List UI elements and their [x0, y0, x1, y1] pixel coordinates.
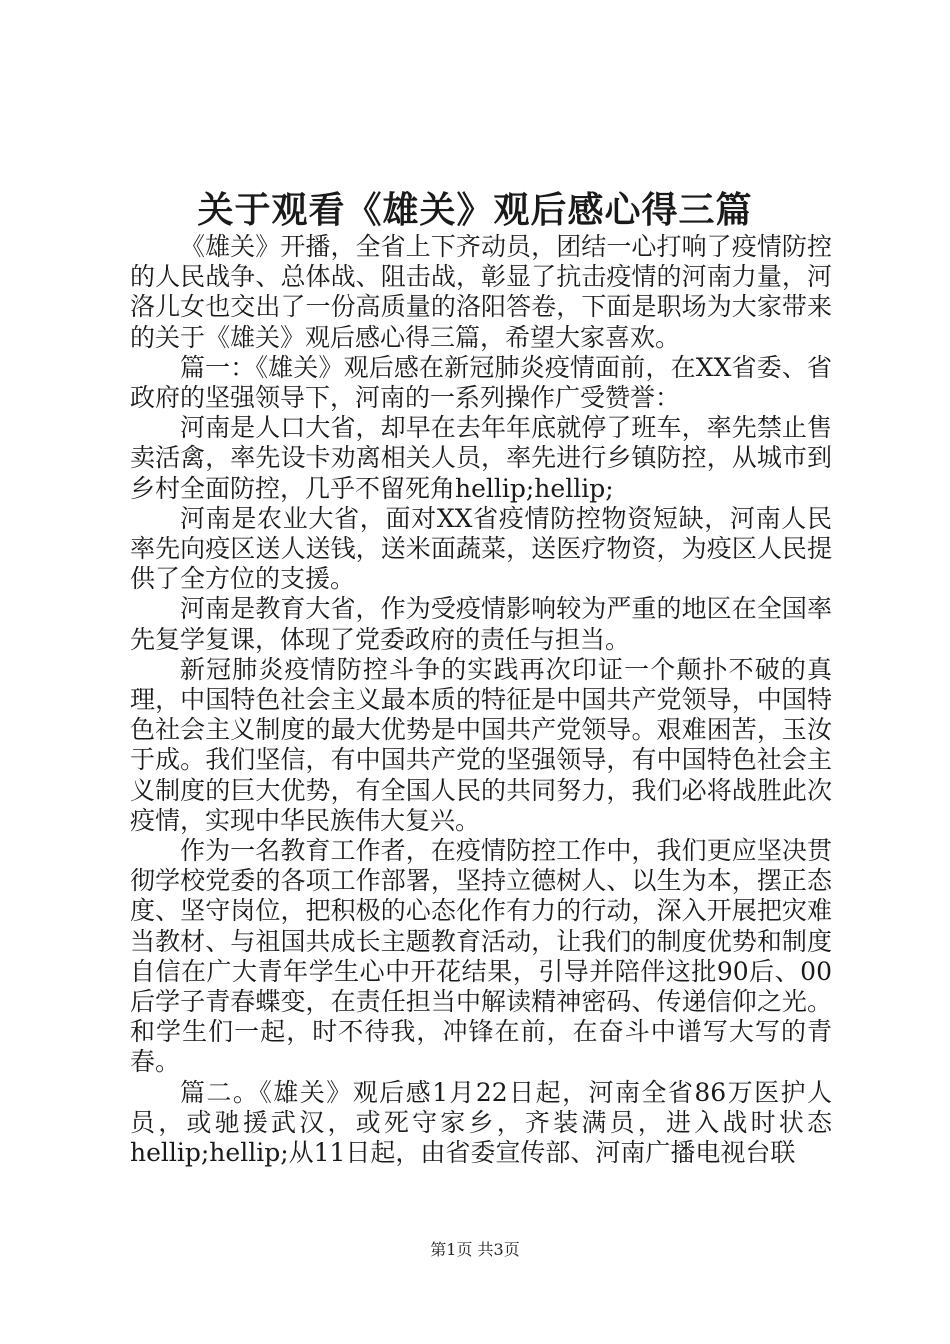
paragraph-education: 河南是教育大省，作为受疫情影响较为严重的地区在全国率先复学复课，体现了党委政府的责任与担当。	[130, 594, 832, 654]
paragraph-part-one-heading: 篇一：《雄关》观后感在新冠肺炎疫情面前，在XX省委、省政府的坚强领导下，河南的一系列操作广受赞誉：	[130, 352, 832, 413]
paragraph-part-two: 篇二。《雄关》观后感1月22日起，河南全省86万医护人员，或驰援武汉，或死守家乡，齐装满员，进入战时状态hellip;hellip;从11日起，由省委宣传部、河南广播电视台联	[130, 1077, 832, 1168]
paragraph-population: 河南是人口大省，却早在去年年底就停了班车，率先禁止售卖活禽，率先设卡劝离相关人员，率先进行乡镇防控，从城市到乡村全面防控，几乎不留死角hellip;hellip;	[130, 413, 832, 503]
paragraph-agriculture: 河南是农业大省，面对XX省疫情防控物资短缺，河南人民率先向疫区送人送钱，送米面蔬菜，送医疗物资，为疫区人民提供了全方位的支援。	[130, 503, 832, 594]
page-number-footer: 第1页 共3页	[430, 1240, 520, 1259]
document-body	[130, 232, 832, 1168]
document-title: 关于观看《雄关》观后感心得三篇	[197, 189, 753, 231]
paragraph-educator: 作为一名教育工作者，在疫情防控工作中，我们更应坚决贯彻学校党委的各项工作部署，坚持立德树人、以生为本，摆正态度、坚守岗位，把积极的心态化作有力的行动，深入开展把灾难当教材、与祖国共成长主题教育活动，让我们的制度优势和制度自信在广大青年学生心中开花结果，引导并陪伴这批90后、00后学子青春蝶变，在责任担当中解读精神密码、传递信仰之光。和学生们一起，时不待我，冲锋在前，在奋斗中谱写大写的青春。	[130, 836, 832, 1077]
paragraph-truth: 新冠肺炎疫情防控斗争的实践再次印证一个颠扑不破的真理，中国特色社会主义最本质的特征是中国共产党领导，中国特色社会主义制度的最大优势是中国共产党领导。艰难困苦，玉汝于成。我们坚信，有中国共产党的坚强领导，有中国特色社会主义制度的巨大优势，有全国人民的共同努力，我们必将战胜此次疫情，实现中华民族伟大复兴。	[130, 654, 832, 835]
paragraph-intro: 《雄关》开播，全省上下齐动员，团结一心打响了疫情防控的人民战争、总体战、阻击战，彰显了抗击疫情的河南力量，河洛儿女也交出了一份高质量的洛阳答卷，下面是职场为大家带来的关于《雄关》观后感心得三篇，希望大家喜欢。	[130, 232, 832, 352]
